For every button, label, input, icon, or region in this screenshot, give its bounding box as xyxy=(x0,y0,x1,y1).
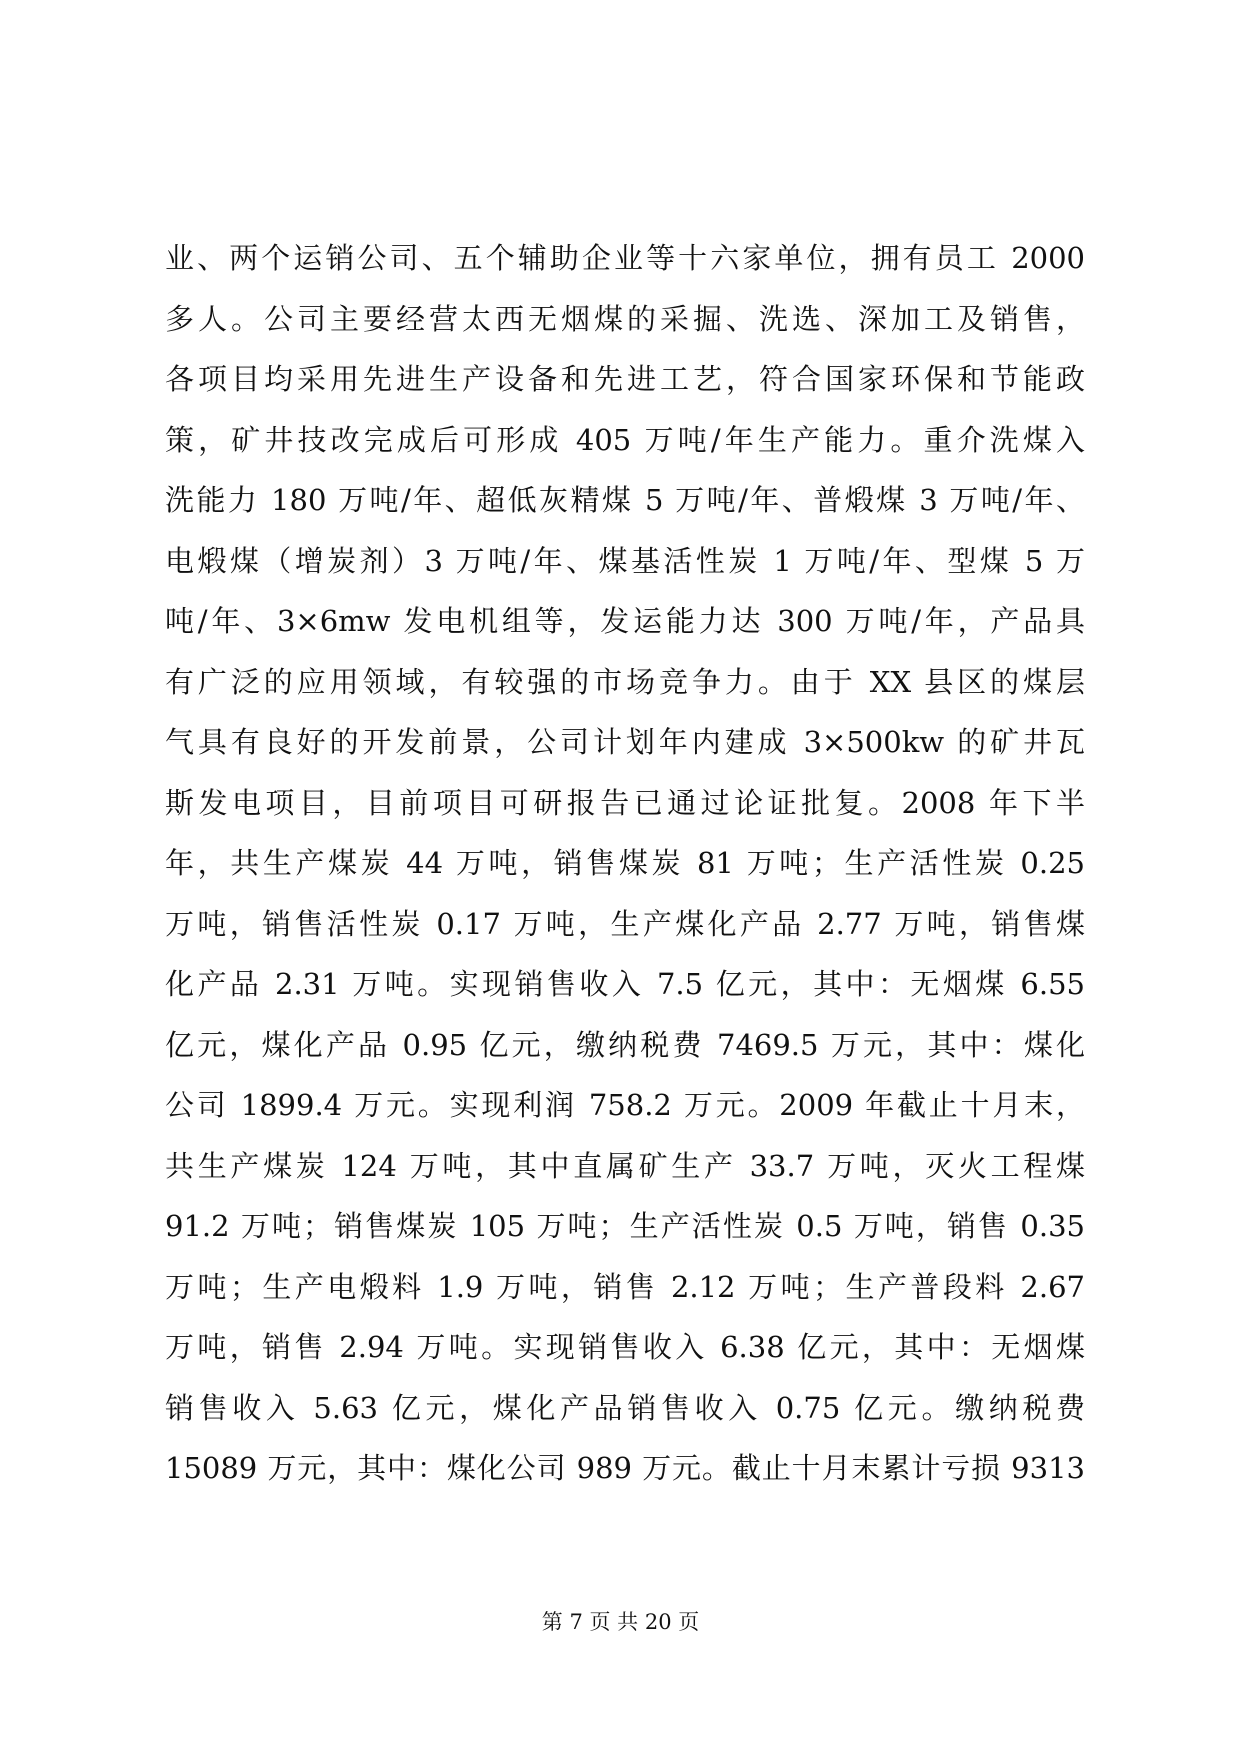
text-line: 15089 万元，其中：煤化公司 989 万元。截止十月末累计亏损 9313 xyxy=(165,1451,1085,1485)
text-line: 万吨；生产电煅料 1.9 万吨，销售 2.12 万吨；生产普段料 2.67 xyxy=(165,1269,1085,1304)
text-line: 公司 1899.4 万元。实现利润 758.2 万元。2009 年截止十月末， xyxy=(165,1088,1085,1122)
text-line: 电煅煤（增炭剂）3 万吨/年、煤基活性炭 1 万吨/年、型煤 5 万 xyxy=(165,543,1085,578)
text-line: 亿元，煤化产品 0.95 亿元，缴纳税费 7469.5 万元，其中：煤化 xyxy=(165,1027,1085,1062)
text-line: 万吨，销售 2.94 万吨。实现销售收入 6.38 亿元，其中：无烟煤 xyxy=(165,1330,1085,1364)
text-line: 策，矿井技改完成后可形成 405 万吨/年生产能力。重介洗煤入 xyxy=(165,422,1085,457)
text-line: 斯发电项目，目前项目可研报告已通过论证批复。2008 年下半 xyxy=(165,785,1085,820)
text-line: 多人。公司主要经营太西无烟煤的采掘、洗选、深加工及销售， xyxy=(165,301,1085,336)
text-line: 业、两个运销公司、五个辅助企业等十六家单位，拥有员工 2000 xyxy=(165,241,1085,275)
text-line: 销售收入 5.63 亿元，煤化产品销售收入 0.75 亿元。缴纳税费 xyxy=(165,1390,1085,1425)
text-line: 有广泛的应用领域，有较强的市场竞争力。由于 XX 县区的煤层 xyxy=(165,664,1085,699)
text-line: 各项目均采用先进生产设备和先进工艺，符合国家环保和节能政 xyxy=(165,362,1085,396)
text-line: 洗能力 180 万吨/年、超低灰精煤 5 万吨/年、普煅煤 3 万吨/年、 xyxy=(165,483,1085,517)
page-number-footer: 第 7 页 共 20 页 xyxy=(541,1610,700,1634)
text-line: 化产品 2.31 万吨。实现销售收入 7.5 亿元，其中：无烟煤 6.55 xyxy=(165,967,1085,1001)
text-line: 共生产煤炭 124 万吨，其中直属矿生产 33.7 万吨，灭火工程煤 xyxy=(165,1148,1085,1183)
text-line: 气具有良好的开发前景，公司计划年内建成 3×500kw 的矿井瓦 xyxy=(165,725,1085,759)
text-line: 91.2 万吨；销售煤炭 105 万吨；生产活性炭 0.5 万吨，销售 0.35 xyxy=(165,1209,1085,1243)
text-line: 万吨，销售活性炭 0.17 万吨，生产煤化产品 2.77 万吨，销售煤 xyxy=(165,906,1085,941)
body-paragraph xyxy=(165,228,1085,1499)
text-line: 年，共生产煤炭 44 万吨，销售煤炭 81 万吨；生产活性炭 0.25 xyxy=(165,846,1085,880)
text-line: 吨/年、3×6mw 发电机组等，发运能力达 300 万吨/年，产品具 xyxy=(165,604,1085,638)
